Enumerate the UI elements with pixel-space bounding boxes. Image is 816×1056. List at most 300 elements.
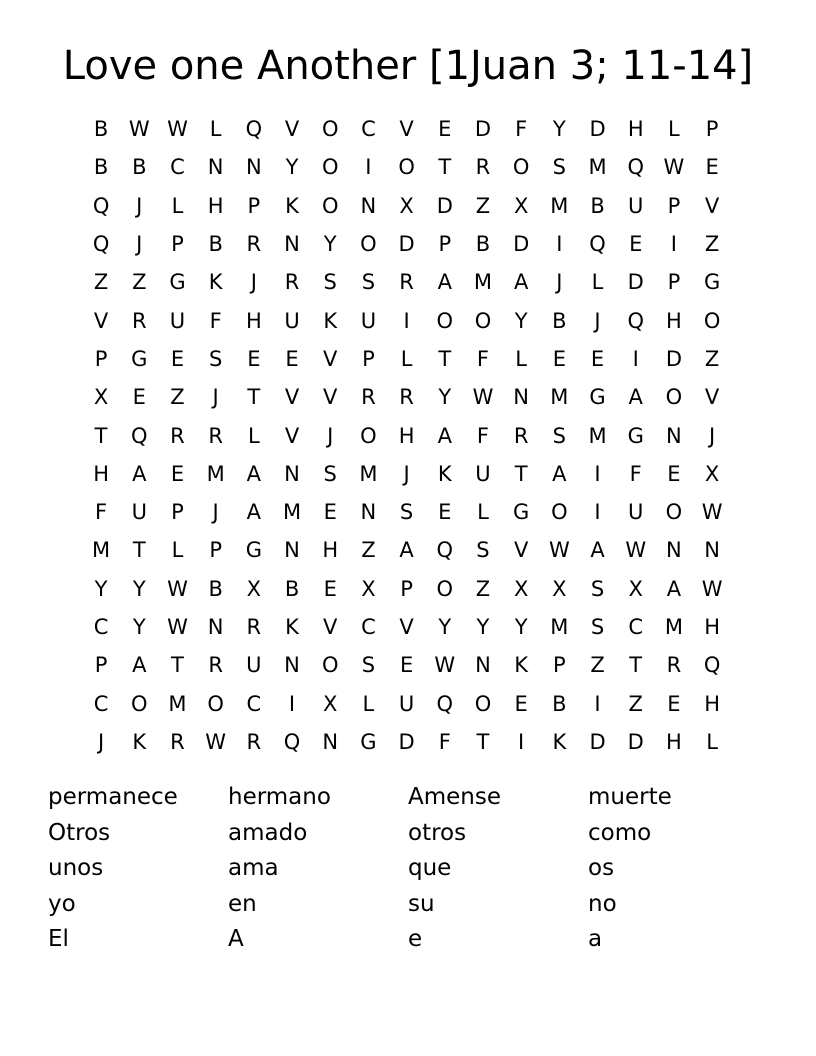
- grid-letter: L: [247, 423, 260, 448]
- grid-letter: G: [360, 729, 377, 754]
- grid-letter: O: [474, 691, 492, 716]
- grid-row: [82, 301, 732, 339]
- grid-letter: L: [362, 691, 375, 716]
- grid-row: [82, 531, 732, 569]
- grid-letter: W: [434, 653, 456, 678]
- grid-letter: T: [476, 729, 490, 754]
- grid-letter: H: [398, 423, 415, 448]
- grid-letter: R: [170, 423, 185, 448]
- grid-letter: C: [361, 117, 376, 142]
- grid-letter: D: [627, 270, 644, 295]
- grid-letter: W: [663, 155, 685, 180]
- grid-letter: O: [398, 155, 415, 180]
- grid-letter: W: [167, 117, 188, 142]
- grid-letter: J: [327, 423, 334, 448]
- grid-letter: R: [170, 729, 185, 754]
- grid-letter: Z: [704, 346, 720, 371]
- grid-letter: D: [589, 117, 606, 142]
- grid-letter: O: [551, 500, 568, 525]
- grid-letter: M: [168, 691, 187, 716]
- grid-letter: N: [207, 155, 224, 180]
- grid-letter: R: [208, 423, 223, 448]
- grid-letter: K: [552, 729, 567, 754]
- grid-letter: U: [628, 193, 644, 218]
- grid-letter: R: [284, 270, 300, 295]
- grid-letter: E: [629, 232, 643, 257]
- grid-letter: M: [550, 615, 569, 639]
- grid-letter: Q: [245, 117, 263, 142]
- grid-letter: A: [513, 270, 529, 295]
- grid-letter: E: [552, 346, 566, 371]
- grid-letter: Y: [438, 385, 452, 410]
- word-list-item: unos: [48, 855, 104, 882]
- grid-letter: R: [399, 385, 414, 410]
- grid-letter: D: [589, 729, 606, 754]
- word-list-item: yo: [48, 890, 76, 917]
- grid-letter: O: [436, 308, 454, 333]
- grid-row: [82, 110, 732, 148]
- word-list-item: no: [588, 890, 617, 917]
- grid-letter: R: [208, 653, 223, 678]
- grid-letter: O: [665, 385, 683, 410]
- grid-letter: M: [550, 385, 569, 410]
- page-title: Love one Another [1Juan 3; 11-14]: [62, 43, 754, 89]
- grid-letter: G: [513, 500, 530, 525]
- grid-letter: T: [247, 385, 261, 410]
- grid-letter: S: [590, 576, 605, 601]
- grid-letter: L: [515, 346, 527, 371]
- grid-letter: Z: [590, 653, 605, 678]
- grid-letter: O: [321, 117, 339, 142]
- grid-row: [82, 225, 732, 263]
- grid-letter: P: [362, 346, 375, 371]
- grid-letter: E: [247, 346, 261, 371]
- grid-letter: H: [93, 461, 109, 486]
- grid-letter: P: [705, 117, 719, 142]
- grid-letter: O: [703, 308, 721, 333]
- grid-letter: J: [136, 193, 143, 218]
- grid-letter: Y: [438, 615, 452, 639]
- grid-letter: R: [246, 232, 262, 257]
- grid-row: [82, 493, 732, 531]
- word-list-item: El: [48, 926, 69, 953]
- grid-letter: F: [515, 117, 528, 142]
- grid-letter: P: [667, 193, 681, 218]
- grid-row: [82, 148, 732, 186]
- grid-letter: X: [513, 576, 529, 601]
- grid-letter: P: [667, 270, 681, 295]
- grid-letter: Z: [475, 193, 491, 218]
- grid-letter: I: [556, 232, 563, 257]
- grid-letter: A: [437, 423, 452, 448]
- grid-letter: V: [284, 385, 300, 410]
- grid-letter: W: [701, 500, 723, 525]
- grid-letter: A: [132, 461, 147, 486]
- grid-letter: I: [632, 346, 639, 371]
- grid-letter: S: [476, 538, 490, 563]
- grid-letter: X: [399, 193, 414, 218]
- grid-letter: V: [323, 346, 338, 371]
- grid-letter: J: [250, 270, 257, 295]
- grid-letter: Q: [627, 155, 644, 180]
- grid-letter: P: [94, 653, 108, 678]
- grid-letter: G: [627, 423, 644, 448]
- grid-letter: S: [361, 270, 376, 295]
- grid-letter: U: [246, 653, 262, 678]
- grid-row: [82, 455, 732, 493]
- grid-letter: T: [171, 653, 184, 678]
- grid-letter: M: [359, 461, 378, 486]
- grid-letter: T: [438, 155, 452, 180]
- word-list-item: hermano: [228, 784, 331, 811]
- grid-letter: D: [627, 729, 644, 754]
- grid-letter: K: [285, 615, 299, 639]
- grid-letter: R: [246, 729, 262, 754]
- grid-letter: P: [209, 538, 222, 563]
- word-list-item: muerte: [588, 784, 672, 811]
- grid-letter: G: [245, 538, 262, 563]
- grid-letter: F: [95, 500, 108, 525]
- grid-letter: L: [477, 500, 489, 525]
- grid-row: [82, 263, 732, 301]
- word-list-item: A: [228, 926, 244, 953]
- grid-letter: E: [170, 346, 185, 371]
- grid-letter: V: [284, 423, 300, 448]
- grid-letter: Y: [132, 576, 146, 601]
- grid-letter: L: [591, 270, 604, 295]
- grid-letter: O: [474, 308, 492, 333]
- grid-letter: Y: [94, 576, 108, 601]
- grid-letter: Q: [436, 691, 454, 716]
- grid-letter: M: [473, 270, 493, 295]
- grid-row: [82, 570, 732, 608]
- grid-letter: I: [594, 461, 601, 486]
- grid-letter: R: [361, 385, 376, 410]
- grid-letter: B: [93, 117, 109, 142]
- grid-letter: A: [132, 653, 147, 678]
- grid-letter: K: [437, 461, 452, 486]
- grid-letter: L: [668, 117, 680, 142]
- grid-letter: B: [475, 232, 491, 257]
- grid-letter: C: [628, 615, 644, 639]
- grid-row: [82, 646, 732, 684]
- grid-letter: I: [670, 232, 677, 257]
- grid-letter: S: [399, 500, 414, 525]
- grid-letter: U: [131, 500, 147, 525]
- grid-letter: B: [552, 308, 567, 333]
- grid-letter: Q: [703, 653, 721, 678]
- grid-letter: H: [322, 538, 339, 563]
- word-list-item: Otros: [48, 819, 111, 846]
- grid-letter: X: [93, 385, 109, 410]
- grid-letter: W: [128, 117, 150, 142]
- grid-letter: E: [705, 155, 719, 180]
- grid-letter: N: [513, 385, 530, 410]
- grid-letter: N: [284, 538, 300, 563]
- grid-letter: S: [590, 615, 605, 639]
- grid-letter: U: [628, 500, 644, 525]
- grid-letter: S: [552, 423, 567, 448]
- grid-letter: D: [665, 346, 682, 371]
- grid-letter: N: [360, 193, 377, 218]
- grid-letter: O: [131, 691, 148, 716]
- grid-letter: D: [436, 193, 453, 218]
- word-search-grid: [82, 110, 732, 761]
- grid-row: [82, 608, 732, 646]
- grid-letter: M: [206, 461, 225, 486]
- grid-letter: W: [167, 615, 188, 639]
- word-list-item: en: [228, 890, 257, 917]
- grid-letter: E: [438, 500, 452, 525]
- grid-letter: V: [399, 117, 414, 142]
- grid-letter: V: [323, 615, 338, 639]
- grid-letter: D: [513, 232, 530, 257]
- word-list-item: ama: [228, 855, 279, 882]
- grid-letter: O: [207, 691, 224, 716]
- word-list-item: permanece: [48, 784, 178, 811]
- grid-letter: N: [666, 538, 682, 563]
- grid-letter: B: [93, 155, 109, 180]
- grid-letter: N: [284, 653, 300, 678]
- word-list-item: amado: [228, 819, 308, 846]
- grid-letter: X: [628, 576, 643, 601]
- grid-letter: W: [205, 729, 227, 754]
- grid-letter: C: [361, 615, 376, 639]
- word-list-item: que: [408, 855, 452, 882]
- grid-letter: U: [169, 308, 186, 333]
- grid-letter: B: [132, 155, 147, 180]
- grid-letter: R: [513, 423, 529, 448]
- grid-letter: E: [170, 461, 185, 486]
- grid-row: [82, 684, 732, 722]
- grid-letter: R: [666, 653, 682, 678]
- word-list-item: otros: [408, 819, 467, 846]
- grid-letter: Q: [627, 308, 644, 333]
- grid-letter: Q: [131, 423, 148, 448]
- grid-letter: A: [246, 500, 262, 525]
- grid-letter: Y: [285, 155, 299, 180]
- grid-letter: C: [93, 691, 109, 716]
- grid-letter: B: [284, 576, 300, 601]
- grid-letter: E: [399, 653, 414, 678]
- word-list-item: os: [588, 855, 615, 882]
- grid-letter: U: [398, 691, 415, 716]
- grid-letter: A: [246, 461, 262, 486]
- grid-letter: K: [323, 308, 338, 333]
- grid-letter: Q: [92, 193, 110, 218]
- grid-letter: G: [169, 270, 186, 295]
- grid-letter: X: [513, 193, 529, 218]
- grid-letter: A: [399, 538, 414, 563]
- grid-letter: S: [323, 461, 337, 486]
- grid-letter: L: [171, 538, 184, 563]
- grid-letter: A: [437, 270, 452, 295]
- grid-letter: S: [323, 270, 337, 295]
- grid-letter: E: [132, 385, 146, 410]
- grid-letter: Q: [283, 729, 301, 754]
- grid-letter: Y: [514, 308, 528, 333]
- grid-letter: F: [476, 346, 490, 371]
- grid-letter: U: [475, 461, 491, 486]
- grid-letter: W: [548, 538, 570, 563]
- word-list-item: como: [588, 819, 652, 846]
- grid-letter: H: [245, 308, 262, 333]
- grid-letter: E: [323, 576, 337, 601]
- grid-letter: N: [360, 500, 377, 525]
- grid-letter: J: [212, 385, 219, 410]
- grid-letter: R: [246, 615, 262, 639]
- grid-letter: W: [701, 576, 723, 601]
- word-list-item: e: [408, 926, 423, 953]
- grid-letter: M: [282, 500, 302, 525]
- grid-letter: O: [436, 576, 454, 601]
- grid-letter: N: [245, 155, 262, 180]
- grid-letter: J: [136, 232, 143, 257]
- grid-letter: M: [664, 615, 683, 639]
- grid-letter: H: [666, 729, 682, 754]
- word-list-item: a: [588, 926, 603, 953]
- grid-letter: H: [666, 308, 682, 333]
- grid-letter: X: [552, 576, 567, 601]
- grid-letter: J: [556, 270, 563, 295]
- grid-letter: Y: [514, 615, 528, 639]
- grid-letter: O: [321, 653, 339, 678]
- grid-letter: Y: [323, 232, 337, 257]
- grid-letter: D: [398, 232, 415, 257]
- grid-letter: M: [588, 155, 607, 180]
- grid-letter: B: [208, 576, 223, 601]
- grid-letter: E: [285, 346, 299, 371]
- grid-letter: Q: [589, 232, 606, 257]
- grid-letter: B: [552, 691, 567, 716]
- grid-letter: L: [209, 117, 222, 142]
- grid-letter: V: [704, 385, 720, 410]
- grid-letter: A: [590, 538, 605, 563]
- grid-letter: X: [246, 576, 262, 601]
- grid-letter: T: [438, 346, 452, 371]
- grid-letter: K: [208, 270, 223, 295]
- grid-letter: S: [208, 346, 223, 371]
- grid-letter: E: [438, 117, 452, 142]
- grid-row: [82, 340, 732, 378]
- grid-letter: I: [365, 155, 372, 180]
- grid-letter: X: [361, 576, 376, 601]
- grid-letter: R: [475, 155, 491, 180]
- grid-letter: K: [514, 653, 529, 678]
- grid-letter: I: [594, 691, 601, 716]
- grid-letter: J: [97, 729, 105, 754]
- grid-letter: H: [704, 691, 720, 716]
- grid-letter: Z: [93, 270, 109, 295]
- grid-letter: K: [132, 729, 147, 754]
- grid-letter: R: [131, 308, 147, 333]
- grid-letter: F: [438, 729, 451, 754]
- grid-letter: K: [285, 193, 299, 218]
- grid-letter: W: [472, 385, 494, 410]
- grid-letter: M: [588, 423, 607, 448]
- grid-letter: F: [476, 423, 490, 448]
- word-list-item: Amense: [408, 784, 501, 811]
- grid-row: [82, 416, 732, 454]
- grid-letter: M: [550, 193, 569, 218]
- grid-letter: N: [475, 653, 491, 678]
- grid-letter: J: [403, 461, 410, 486]
- grid-letter: T: [94, 423, 108, 448]
- grid-letter: N: [704, 538, 720, 563]
- grid-letter: O: [512, 155, 530, 180]
- grid-letter: V: [704, 193, 720, 218]
- grid-letter: S: [552, 155, 567, 180]
- grid-row: [82, 378, 732, 416]
- word-list-item: su: [408, 890, 435, 917]
- grid-letter: L: [706, 729, 718, 754]
- grid-letter: P: [171, 500, 184, 525]
- grid-letter: I: [518, 729, 525, 754]
- grid-letter: V: [284, 117, 300, 142]
- grid-letter: I: [403, 308, 410, 333]
- grid-letter: J: [708, 423, 716, 448]
- grid-letter: J: [212, 500, 219, 525]
- grid-letter: V: [323, 385, 338, 410]
- grid-row: [82, 187, 732, 225]
- grid-letter: Z: [475, 576, 491, 601]
- grid-letter: H: [207, 193, 224, 218]
- grid-letter: O: [321, 155, 339, 180]
- grid-letter: Y: [132, 615, 146, 639]
- grid-letter: H: [704, 615, 720, 639]
- grid-letter: E: [590, 346, 605, 371]
- grid-letter: I: [288, 691, 296, 716]
- grid-letter: P: [247, 193, 261, 218]
- grid-letter: G: [131, 346, 148, 371]
- grid-letter: N: [666, 423, 682, 448]
- grid-letter: I: [594, 500, 601, 525]
- grid-letter: B: [208, 232, 223, 257]
- grid-letter: Y: [476, 615, 490, 639]
- grid-letter: W: [167, 576, 188, 601]
- grid-letter: L: [171, 193, 184, 218]
- word-list: [48, 780, 768, 958]
- grid-letter: N: [322, 729, 339, 754]
- grid-letter: N: [284, 461, 300, 486]
- grid-letter: F: [209, 308, 222, 333]
- grid-letter: A: [666, 576, 682, 601]
- grid-letter: H: [627, 117, 644, 142]
- grid-letter: A: [628, 385, 643, 410]
- grid-letter: N: [207, 615, 224, 639]
- grid-letter: X: [323, 691, 338, 716]
- grid-letter: S: [361, 653, 376, 678]
- grid-letter: D: [474, 117, 492, 142]
- grid-letter: P: [438, 232, 452, 257]
- grid-letter: P: [171, 232, 184, 257]
- grid-letter: O: [360, 423, 377, 448]
- grid-letter: Y: [552, 117, 566, 142]
- grid-letter: Z: [628, 691, 643, 716]
- grid-letter: Z: [170, 385, 185, 410]
- grid-letter: P: [400, 576, 413, 601]
- grid-row: [82, 723, 732, 761]
- grid-letter: R: [399, 270, 414, 295]
- grid-letter: T: [132, 538, 146, 563]
- grid-letter: A: [552, 461, 567, 486]
- grid-letter: O: [665, 500, 683, 525]
- grid-letter: O: [321, 193, 339, 218]
- grid-letter: E: [667, 691, 681, 716]
- grid-letter: M: [92, 538, 111, 563]
- grid-letter: B: [590, 193, 605, 218]
- grid-letter: L: [400, 346, 413, 371]
